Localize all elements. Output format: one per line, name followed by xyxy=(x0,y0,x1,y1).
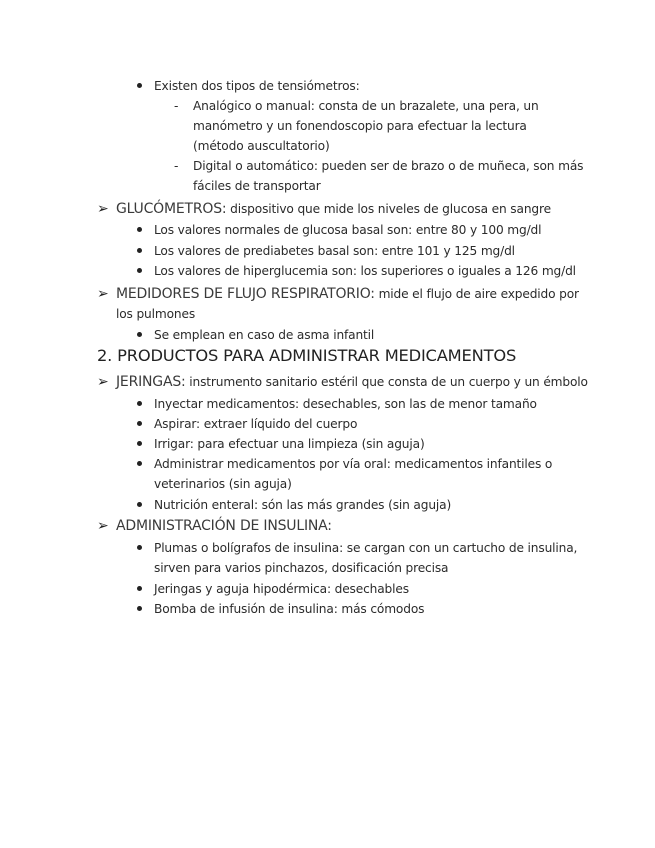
jeringas-item-4: Administrar medicamentos por vía oral: medicamentos infantiles o xyxy=(154,457,553,471)
jeringas-item-1: Inyectar medicamentos: desechables, son las de menor tamaño xyxy=(154,397,537,411)
glucometros-heading xyxy=(116,201,551,217)
bullet-icon xyxy=(137,606,142,611)
bullet-icon xyxy=(137,248,142,253)
flujo-item-1: Se emplean en caso de asma infantil xyxy=(154,328,375,342)
flujo-desc-cont: los pulmones xyxy=(116,307,196,321)
insulina-item-2: Jeringas y aguja hipodérmica: desechables xyxy=(154,582,409,596)
insulina-item-3: Bomba de infusión de insulina: más cómodos xyxy=(154,602,425,616)
digital-line-2: fáciles de transportar xyxy=(193,179,321,193)
jeringas-heading xyxy=(116,374,588,390)
analog-line-3: (método auscultatorio) xyxy=(193,139,330,153)
bullet-icon xyxy=(137,502,142,507)
flujo-desc: mide el flujo de aire expedido por xyxy=(378,287,579,301)
insulina-item-1-cont: sirven para varios pinchazos, dosificación precisa xyxy=(154,561,449,575)
arrow-bullet-icon: ➢ xyxy=(97,518,109,534)
dash-icon: - xyxy=(174,99,179,113)
analog-line-1: Analógico o manual: consta de un brazalete, una pera, un xyxy=(193,99,539,113)
bullet-icon xyxy=(137,545,142,550)
jeringas-item-5: Nutrición enteral: són las más grandes (sin aguja) xyxy=(154,498,452,512)
insulina-heading xyxy=(116,518,332,534)
arrow-bullet-icon: ➢ xyxy=(97,286,109,302)
analog-line-2: manómetro y un fonendoscopio para efectuar la lectura xyxy=(193,119,527,133)
dash-icon: - xyxy=(174,159,179,173)
section-heading: 2. PRODUCTOS PARA ADMINISTRAR MEDICAMENTOS xyxy=(97,346,517,365)
jeringas-item-4-cont: veterinarios (sin aguja) xyxy=(154,477,292,491)
glucometros-item-1: Los valores normales de glucosa basal son: entre 80 y 100 mg/dl xyxy=(154,223,542,237)
jeringas-item-3: Irrigar: para efectuar una limpieza (sin aguja) xyxy=(154,437,425,451)
bullet-icon xyxy=(137,586,142,591)
flujo-heading xyxy=(116,286,579,302)
bullet-icon xyxy=(137,461,142,466)
bullet-icon xyxy=(137,441,142,446)
bullet-icon xyxy=(137,227,142,232)
insulina-item-1: Plumas o bolígrafos de insulina: se cargan con un cartucho de insulina, xyxy=(154,541,578,555)
arrow-bullet-icon: ➢ xyxy=(97,201,109,217)
bullet-icon xyxy=(137,83,142,88)
glucometros-item-3: Los valores de hiperglucemia son: los superiores o iguales a 126 mg/dl xyxy=(154,264,576,278)
arrow-bullet-icon: ➢ xyxy=(97,374,109,390)
bullet-icon xyxy=(137,401,142,406)
bullet-icon xyxy=(137,332,142,337)
glucometros-item-2: Los valores de prediabetes basal son: entre 101 y 125 mg/dl xyxy=(154,244,515,258)
insulina-title: ADMINISTRACIÓN DE INSULINA: xyxy=(116,518,332,534)
jeringas-title: JERINGAS: xyxy=(116,374,186,390)
bullet-icon xyxy=(137,268,142,273)
digital-line-1: Digital o automático: pueden ser de brazo o de muñeca, son más xyxy=(193,159,584,173)
jeringas-item-2: Aspirar: extraer líquido del cuerpo xyxy=(154,417,358,431)
flujo-title: MEDIDORES DE FLUJO RESPIRATORIO: xyxy=(116,286,375,302)
bullet-icon xyxy=(137,421,142,426)
glucometros-title: GLUCÓMETROS: xyxy=(116,201,227,217)
tensiometros-intro: Existen dos tipos de tensiómetros: xyxy=(154,79,360,93)
glucometros-desc: dispositivo que mide los niveles de glucosa en sangre xyxy=(230,202,551,216)
jeringas-desc: instrumento sanitario estéril que consta de un cuerpo y un émbolo xyxy=(189,375,588,389)
